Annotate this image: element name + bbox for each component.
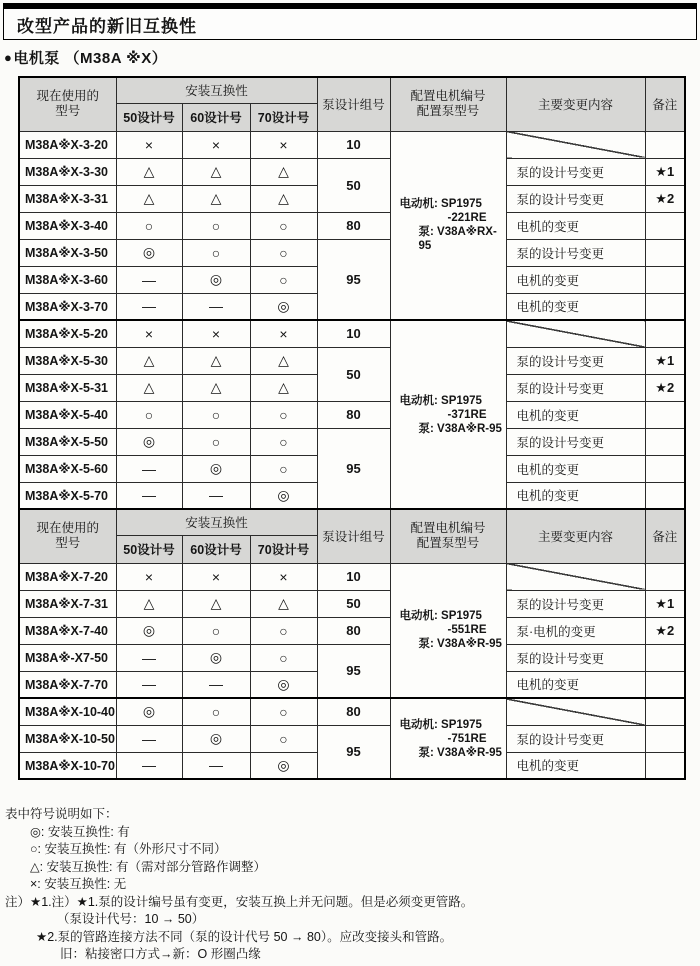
compat-50-cell: ×	[116, 320, 182, 347]
compat-50-cell: —	[116, 482, 182, 509]
compat-60-cell: —	[182, 752, 250, 779]
remark-cell	[645, 725, 685, 752]
change-cell: 泵的设计号变更	[506, 725, 645, 752]
remark-cell	[645, 455, 685, 482]
pump-group-cell: 10	[317, 563, 390, 590]
compat-60-cell: ◎	[182, 644, 250, 671]
compat-60-cell: ○	[182, 401, 250, 428]
diagonal-slash-cell	[506, 131, 645, 158]
compat-70-cell: △	[250, 590, 317, 617]
change-cell: 电机的变更	[506, 401, 645, 428]
change-cell: 泵的设计号变更	[506, 347, 645, 374]
pump-group-cell: 95	[317, 725, 390, 779]
compat-50-cell: ◎	[116, 617, 182, 644]
model-cell: M38A※X-10-40	[19, 698, 116, 725]
note-star2: ★2.泵的管路连接方法不同（泵的设计代号 50 → 80）。应改变接头和管路。	[36, 929, 453, 944]
pump-group-cell: 50	[317, 590, 390, 617]
page-title-text: 改型产品的新旧互换性	[17, 16, 197, 36]
table-row	[19, 644, 685, 671]
note-star1: 注）★1.注）★1.泵的设计编号虽有变更，安装互换上并无问题。但是必须变更管路。	[5, 894, 474, 909]
compat-50-cell: ○	[116, 401, 182, 428]
remark-cell	[645, 482, 685, 509]
compat-50-cell: ◎	[116, 239, 182, 266]
change-cell: 电机的变更	[506, 455, 645, 482]
compat-70-cell: ◎	[250, 482, 317, 509]
header-remarks: 备注	[645, 509, 685, 563]
motor-pump-config-cell: 电动机: SP1975 -221RE 泵: V38A※RX-95	[390, 131, 506, 320]
compat-50-cell: △	[116, 347, 182, 374]
model-cell: M38A※X-3-40	[19, 212, 116, 239]
remark-cell	[645, 401, 685, 428]
legend-item-circle: ○: 安装互换性: 有（外形尺寸不同）	[30, 842, 227, 856]
compat-70-cell: ○	[250, 266, 317, 293]
change-cell: 泵的设计号变更	[506, 590, 645, 617]
compat-60-cell: ×	[182, 563, 250, 590]
compat-60-cell: ○	[182, 617, 250, 644]
legend-item-triangle: △: 安装互换性: 有（需对部分管路作调整）	[30, 859, 267, 874]
model-cell: M38A※X-5-70	[19, 482, 116, 509]
legend-title: 表中符号说明如下：	[5, 807, 118, 821]
compat-70-cell: ○	[250, 617, 317, 644]
compat-60-cell: —	[182, 671, 250, 698]
compat-60-cell: ◎	[182, 266, 250, 293]
remark-cell: ★1	[645, 158, 685, 185]
legend-item-double-circle: ◎: 安装互换性: 有	[30, 824, 130, 839]
compat-50-cell: ○	[116, 212, 182, 239]
model-cell: M38A※X-3-20	[19, 131, 116, 158]
compat-70-cell: ◎	[250, 752, 317, 779]
remark-cell: ★2	[645, 617, 685, 644]
table-row	[19, 401, 685, 428]
table-header-1	[19, 77, 685, 131]
pump-group-cell: 80	[317, 617, 390, 644]
model-cell: M38A※X-5-31	[19, 374, 116, 401]
table-row	[19, 158, 685, 185]
change-cell: 泵的设计号变更	[506, 185, 645, 212]
model-cell: M38A※X-5-50	[19, 428, 116, 455]
diagonal-slash-cell	[506, 563, 645, 590]
remark-cell	[645, 239, 685, 266]
table-row	[19, 212, 685, 239]
change-cell: 电机的变更	[506, 293, 645, 320]
pump-group-cell: 80	[317, 212, 390, 239]
remark-cell	[645, 563, 685, 590]
compat-70-cell: ○	[250, 401, 317, 428]
compatibility-table	[18, 76, 686, 780]
compat-60-cell: ◎	[182, 455, 250, 482]
table-row	[19, 347, 685, 374]
block-x3	[19, 131, 685, 320]
compat-70-cell: ○	[250, 428, 317, 455]
change-cell: 电机的变更	[506, 212, 645, 239]
compat-50-cell: ◎	[116, 698, 182, 725]
compat-50-cell: △	[116, 185, 182, 212]
change-cell: 泵的设计号变更	[506, 158, 645, 185]
pump-group-cell: 95	[317, 428, 390, 509]
pump-group-cell: 50	[317, 158, 390, 212]
header-config-line1: 配置电机编号	[410, 89, 486, 104]
header-config-line2: 配置泵型号	[416, 104, 480, 119]
header-pump-group: 泵设计组号	[317, 77, 390, 131]
compat-70-cell: ○	[250, 212, 317, 239]
change-cell: 泵的设计号变更	[506, 428, 645, 455]
model-cell: M38A※X-5-40	[19, 401, 116, 428]
model-cell: M38A※X-10-70	[19, 752, 116, 779]
diagonal-slash-cell	[506, 698, 645, 725]
diagonal-slash-cell	[506, 320, 645, 347]
pump-group-cell: 50	[317, 347, 390, 401]
model-cell: M38A※X-3-60	[19, 266, 116, 293]
compat-50-cell: —	[116, 293, 182, 320]
model-cell: M38A※X-7-40	[19, 617, 116, 644]
legend-item-cross: ×: 安装互换性: 无	[30, 877, 127, 891]
block-x10	[19, 698, 685, 779]
block-x7	[19, 563, 685, 698]
header-main-changes: 主要变更内容	[506, 509, 645, 563]
section-heading-text: 电机泵 （M38A ※X）	[13, 50, 168, 67]
change-cell: 泵的设计号变更	[506, 644, 645, 671]
table-row	[19, 320, 685, 347]
header-design-70: 70设计号	[250, 103, 317, 131]
motor-pump-config-cell: 电动机: SP1975 -371RE 泵: V38A※R-95	[390, 320, 506, 509]
remark-cell: ★1	[645, 590, 685, 617]
header-config	[390, 509, 506, 563]
block-x5	[19, 320, 685, 509]
remark-cell	[645, 212, 685, 239]
change-cell: 电机的变更	[506, 482, 645, 509]
model-cell: M38A※X-3-50	[19, 239, 116, 266]
compat-50-cell: —	[116, 644, 182, 671]
compat-70-cell: △	[250, 185, 317, 212]
remark-cell: ★1	[645, 347, 685, 374]
compat-50-cell: ×	[116, 131, 182, 158]
header-design-60: 60设计号	[182, 535, 250, 563]
compat-70-cell: △	[250, 347, 317, 374]
pump-group-cell: 80	[317, 401, 390, 428]
table-row	[19, 590, 685, 617]
model-cell: M38A※X-3-70	[19, 293, 116, 320]
change-cell: 电机的变更	[506, 266, 645, 293]
change-cell: 泵·电机的变更	[506, 617, 645, 644]
compat-50-cell: —	[116, 671, 182, 698]
note-star2-detail: 旧：粘接密口方式→新：O 形圈凸缘	[60, 947, 261, 961]
compat-70-cell: ◎	[250, 671, 317, 698]
compat-60-cell: △	[182, 374, 250, 401]
pump-group-cell: 10	[317, 131, 390, 158]
model-cell: M38A※X-7-20	[19, 563, 116, 590]
compat-60-cell: ×	[182, 320, 250, 347]
model-cell: M38A※X-7-31	[19, 590, 116, 617]
compat-70-cell: ×	[250, 320, 317, 347]
note-star1-detail: （泵设计代号：10 → 50）	[57, 912, 205, 926]
header-design-60: 60设计号	[182, 103, 250, 131]
model-cell: M38A※X-3-30	[19, 158, 116, 185]
header-pump-group: 泵设计组号	[317, 509, 390, 563]
header-current-model: 现在使用的型号	[19, 77, 116, 131]
compat-50-cell: —	[116, 266, 182, 293]
table-row	[19, 428, 685, 455]
change-cell: 电机的变更	[506, 671, 645, 698]
compat-50-cell: ◎	[116, 428, 182, 455]
compat-70-cell: ○	[250, 239, 317, 266]
compat-60-cell: —	[182, 482, 250, 509]
remark-cell	[645, 266, 685, 293]
model-cell: M38A※-X7-50	[19, 644, 116, 671]
compat-70-cell: △	[250, 374, 317, 401]
pump-group-cell: 95	[317, 644, 390, 698]
pump-group-cell: 95	[317, 239, 390, 320]
remark-cell	[645, 671, 685, 698]
header-install-compat: 安装互换性	[116, 77, 317, 103]
compat-60-cell: ○	[182, 239, 250, 266]
compat-70-cell: ○	[250, 644, 317, 671]
pump-group-cell: 10	[317, 320, 390, 347]
bullet-icon: ●	[4, 50, 13, 65]
header-config-line1: 配置电机编号	[410, 521, 486, 536]
model-cell: M38A※X-5-30	[19, 347, 116, 374]
model-cell: M38A※X-5-20	[19, 320, 116, 347]
header-design-50: 50设计号	[116, 535, 182, 563]
compat-60-cell: ◎	[182, 725, 250, 752]
motor-pump-config-cell: 电动机: SP1975 -551RE 泵: V38A※R-95	[390, 563, 506, 698]
compat-60-cell: ×	[182, 131, 250, 158]
compat-60-cell: △	[182, 347, 250, 374]
remark-cell: ★2	[645, 185, 685, 212]
remark-cell: ★2	[645, 374, 685, 401]
remark-cell	[645, 644, 685, 671]
remark-cell	[645, 428, 685, 455]
compat-50-cell: —	[116, 455, 182, 482]
compat-60-cell: △	[182, 590, 250, 617]
model-cell: M38A※X-7-70	[19, 671, 116, 698]
compat-50-cell: △	[116, 158, 182, 185]
remark-cell	[645, 752, 685, 779]
compat-60-cell: ○	[182, 212, 250, 239]
header-current-model: 现在使用的型号	[19, 509, 116, 563]
change-cell: 泵的设计号变更	[506, 239, 645, 266]
compat-70-cell: ○	[250, 698, 317, 725]
model-cell: M38A※X-3-31	[19, 185, 116, 212]
compat-60-cell: ○	[182, 428, 250, 455]
remark-cell	[645, 698, 685, 725]
compat-50-cell: △	[116, 590, 182, 617]
compat-60-cell: ○	[182, 698, 250, 725]
compat-70-cell: ○	[250, 455, 317, 482]
header-config-line2: 配置泵型号	[416, 536, 480, 551]
compat-60-cell: —	[182, 293, 250, 320]
table-row	[19, 617, 685, 644]
compat-50-cell: —	[116, 752, 182, 779]
model-cell: M38A※X-5-60	[19, 455, 116, 482]
table-row	[19, 725, 685, 752]
table-row	[19, 239, 685, 266]
compat-70-cell: ×	[250, 563, 317, 590]
header-remarks: 备注	[645, 77, 685, 131]
model-cell: M38A※X-10-50	[19, 725, 116, 752]
header-main-changes: 主要变更内容	[506, 77, 645, 131]
compat-70-cell: △	[250, 158, 317, 185]
table-row	[19, 698, 685, 725]
compat-70-cell: ◎	[250, 293, 317, 320]
table-row	[19, 563, 685, 590]
symbol-legend	[0, 806, 700, 964]
compat-50-cell: △	[116, 374, 182, 401]
remark-cell	[645, 131, 685, 158]
section-heading	[4, 47, 700, 68]
change-cell: 电机的变更	[506, 752, 645, 779]
pump-group-cell: 80	[317, 698, 390, 725]
header-design-70: 70设计号	[250, 535, 317, 563]
header-design-50: 50设计号	[116, 103, 182, 131]
header-install-compat: 安装互换性	[116, 509, 317, 535]
compat-50-cell: ×	[116, 563, 182, 590]
compat-60-cell: △	[182, 158, 250, 185]
compat-60-cell: △	[182, 185, 250, 212]
compat-50-cell: —	[116, 725, 182, 752]
remark-cell	[645, 293, 685, 320]
compat-70-cell: ○	[250, 725, 317, 752]
table-row	[19, 131, 685, 158]
compat-70-cell: ×	[250, 131, 317, 158]
change-cell: 泵的设计号变更	[506, 374, 645, 401]
motor-pump-config-cell: 电动机: SP1975 -751RE 泵: V38A※R-95	[390, 698, 506, 779]
page-title	[3, 3, 697, 40]
header-config	[390, 77, 506, 131]
table-header-2	[19, 509, 685, 563]
remark-cell	[645, 320, 685, 347]
